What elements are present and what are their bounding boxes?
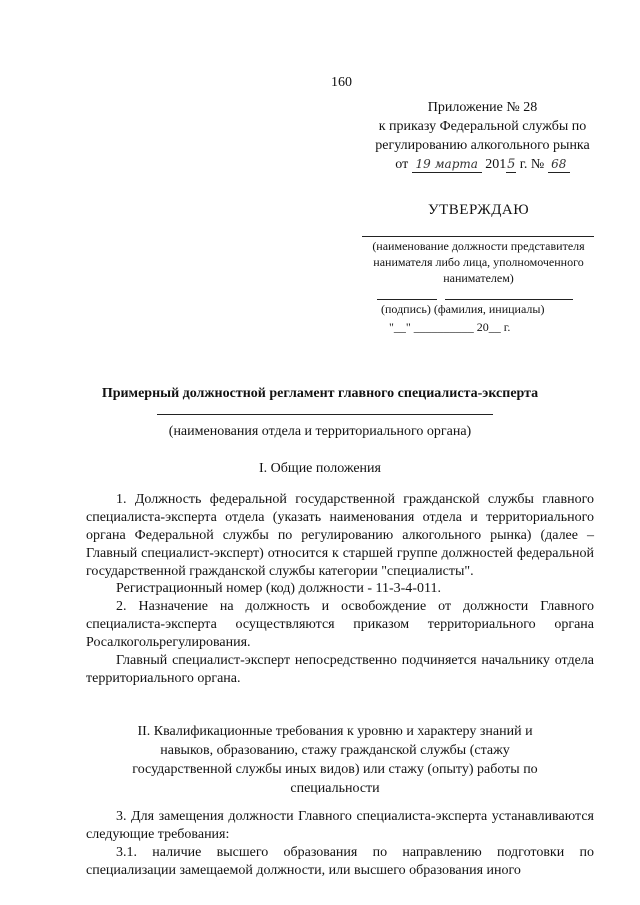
document-title: Примерный должностной регламент главного специалиста-эксперта [101, 386, 539, 401]
appendix-date-line [360, 155, 605, 174]
appendix-line-1: Приложение № 28 [427, 100, 538, 115]
signature-note: (подпись) (фамилия, инициалы) [381, 302, 545, 316]
approval-title: УТВЕРЖДАЮ [428, 202, 530, 218]
paragraph-subordination: Главный специалист-эксперт непосредственно подчиняется начальнику отдела территориального органа. [86, 653, 594, 686]
paragraph-1: 1. Должность федеральной государственной гражданской службы главного специалиста-эксперта отдела (указать наименования отдела и территориального органа Федеральной службы по регулированию алкогольного рынка) (далее – Главный специалист-эксперт) относится к старшей группе должностей федеральной государственной гражданской службы категории "специалисты". [86, 492, 594, 579]
section-1-heading: I. Общие положения [259, 461, 381, 476]
signature-line [377, 299, 437, 300]
appendix-line-2: к приказу Федеральной службы по [378, 119, 587, 134]
name-line [445, 299, 573, 300]
paragraph-registration-code: Регистрационный номер (код) должности - 11-3-4-011. [116, 581, 441, 596]
handwritten-order-number: 68 [548, 157, 570, 173]
document-subtitle: (наименования отдела и территориального органа) [168, 424, 472, 439]
paragraph-2: 2. Назначение на должность и освобождение от должности Главного специалиста-эксперта осуществляются приказом территориального органа Росалкогольрегулирования. [86, 599, 594, 650]
approval-date-line: "__" __________ 20__ г. [389, 320, 511, 334]
year-prefix: 201 [485, 157, 507, 172]
date-prefix: от [395, 157, 409, 172]
department-line [157, 414, 493, 415]
page-number: 160 [331, 75, 352, 90]
year-suffix: г. № [519, 157, 545, 172]
position-signature-line [362, 236, 594, 237]
appendix-line-3: регулированию алкогольного рынка [375, 138, 590, 153]
appendix-block [360, 98, 605, 174]
paragraph-3: 3. Для замещения должности Главного специалиста-эксперта устанавливаются следующие требования: [86, 809, 594, 842]
position-note: (наименование должности представителя нанимателя либо лица, уполномоченного нанимателем) [372, 239, 585, 285]
handwritten-year-digit: 5 [507, 157, 516, 172]
handwritten-date: 19 марта [412, 157, 482, 173]
section-2-heading: II. Квалификационные требования к уровню и характеру знаний и навыков, образованию, стажу гражданской службы (стажу государственной службы иных видов) или стажу (опыту) работы по специальности [132, 724, 538, 796]
paragraph-3-1: 3.1. наличие высшего образования по направлению подготовки по специализации замещаемой должности, или высшего образования иного [86, 845, 594, 878]
